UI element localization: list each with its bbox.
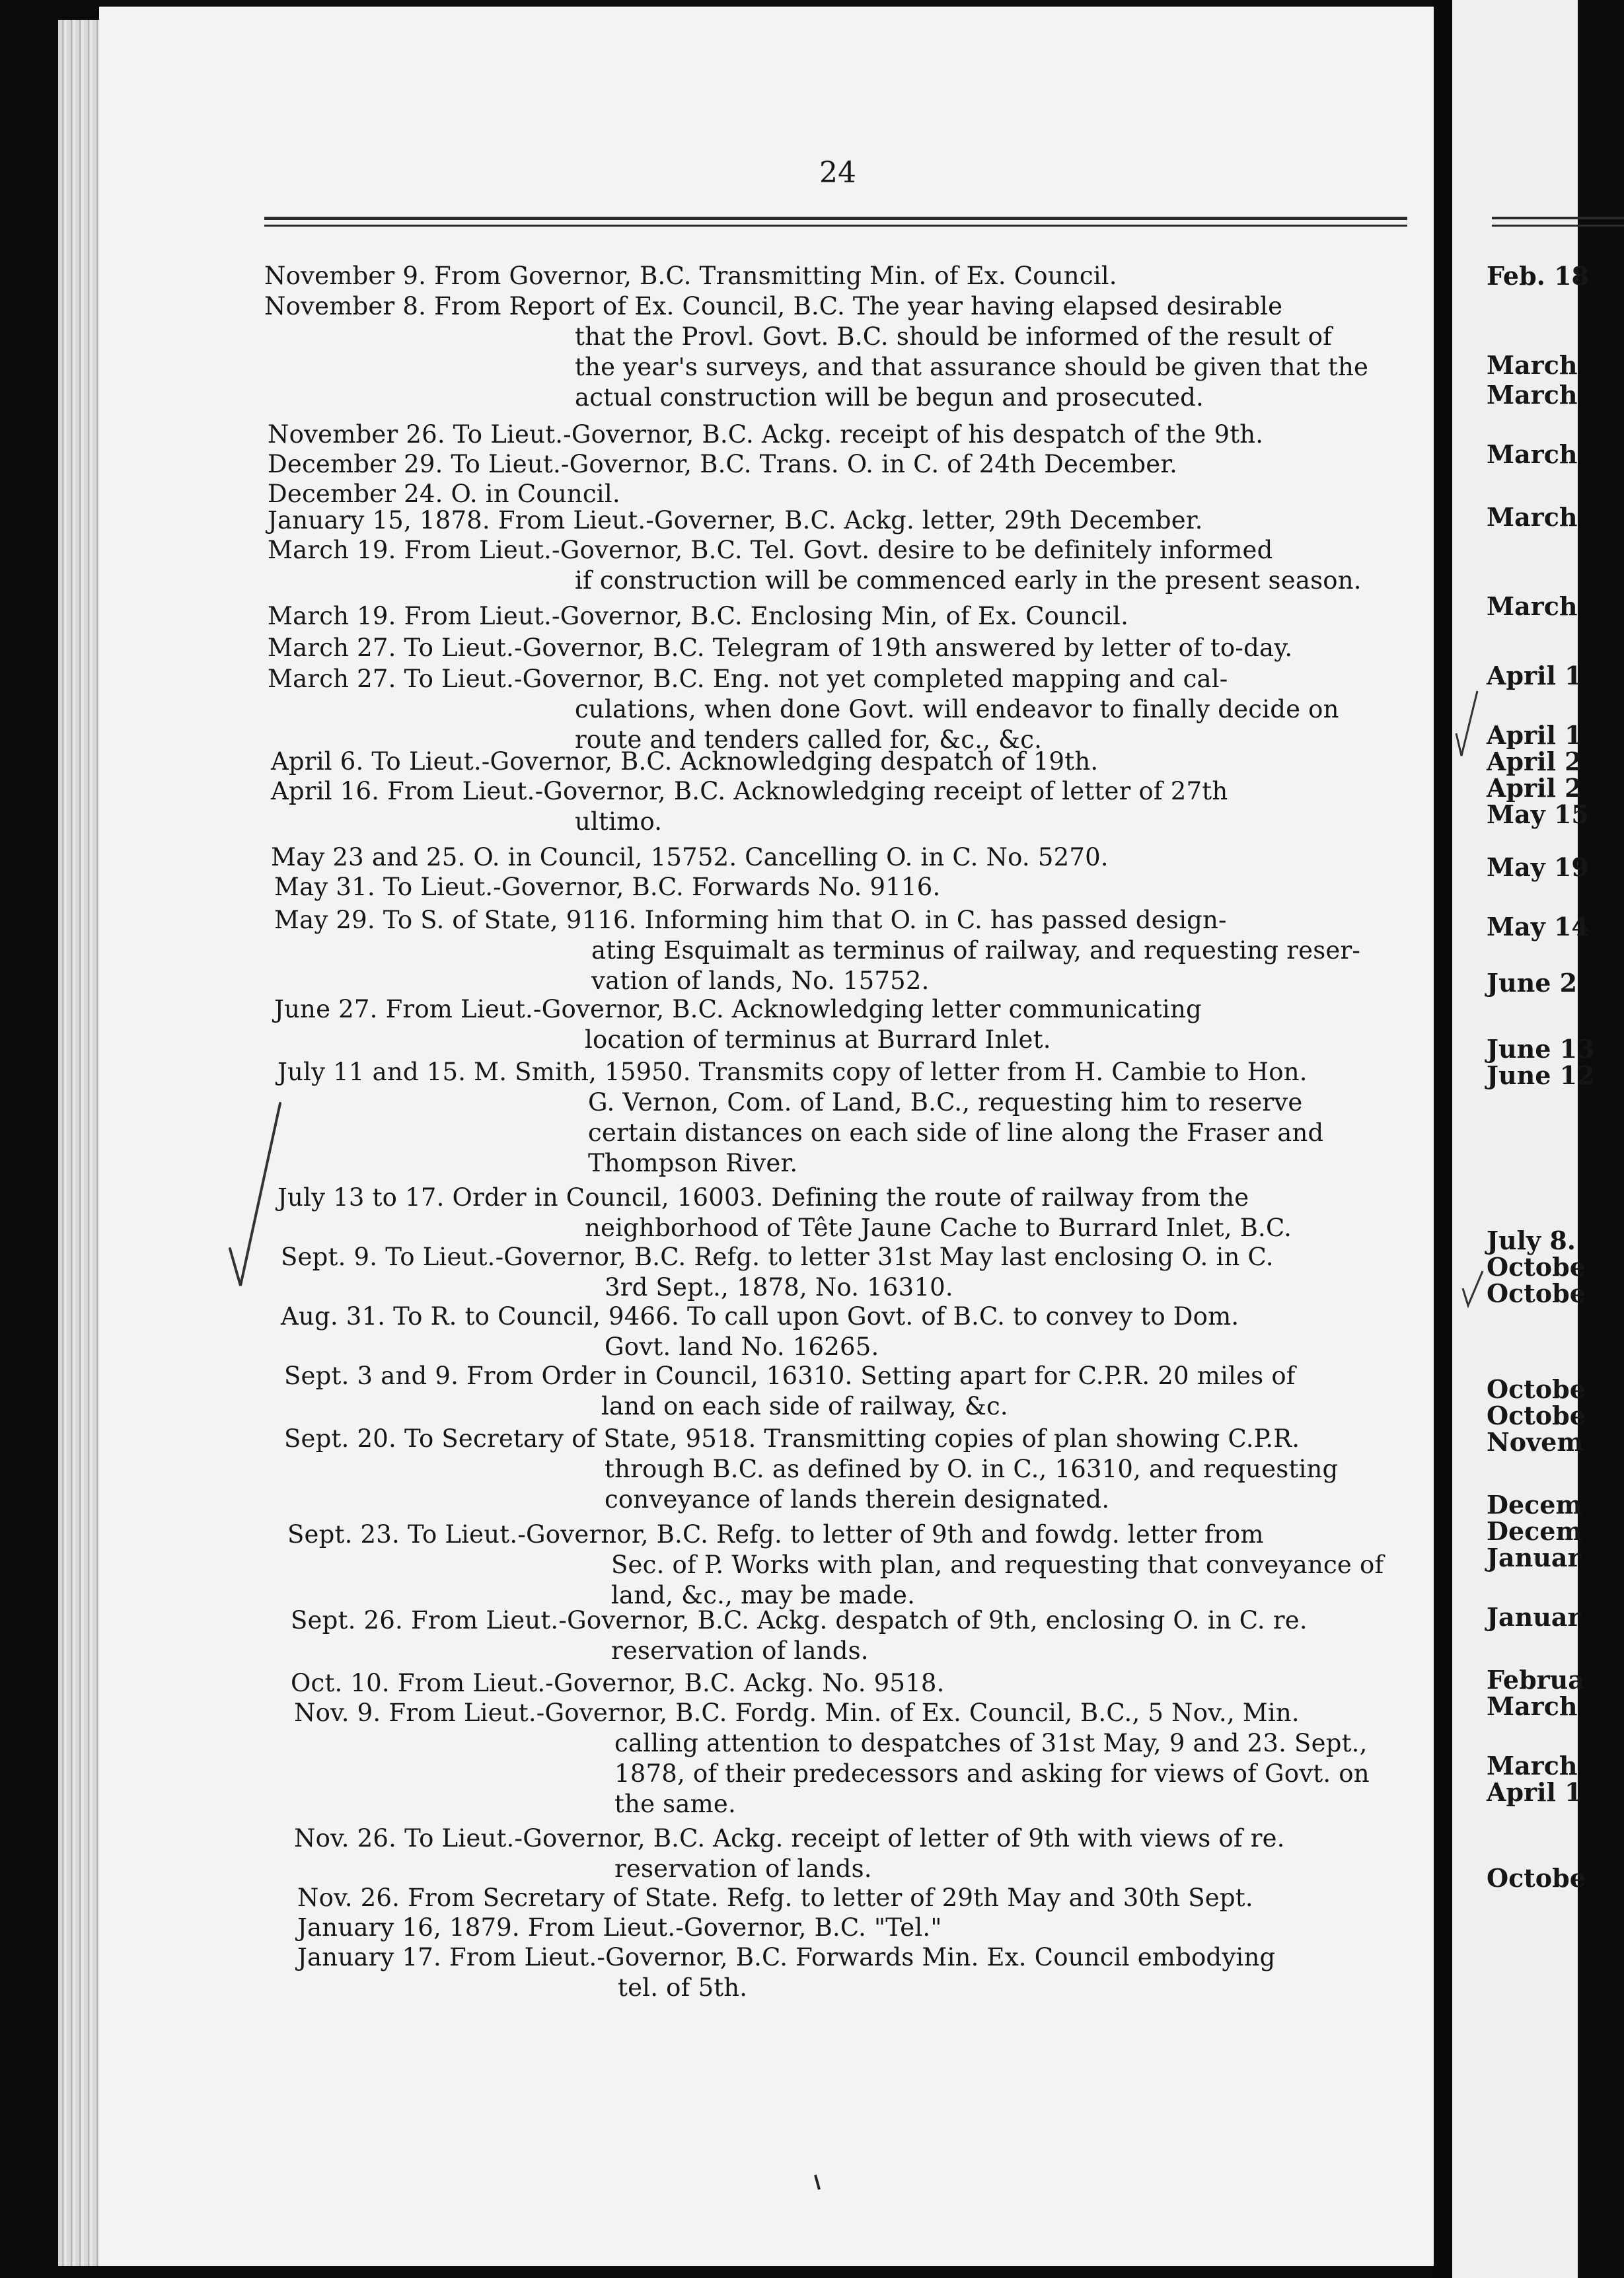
entry-first-line bbox=[268, 633, 1292, 663]
entry-first-line bbox=[294, 1823, 1285, 1854]
right-page-date: Octobe bbox=[1487, 1863, 1586, 1893]
page-number: 24 bbox=[819, 156, 856, 190]
entry-first-line bbox=[294, 1698, 1370, 1728]
entry-text: To Lieut.-Governor, B.C. Trans. O. in C. of 24th December. bbox=[451, 450, 1178, 478]
right-page-date: Feb. 18 bbox=[1487, 261, 1589, 291]
right-page-date: June 13 bbox=[1487, 1034, 1595, 1064]
entry bbox=[294, 1823, 1285, 1884]
right-page-date: Januar bbox=[1487, 1543, 1581, 1572]
entry-date: January 16, 1879. bbox=[297, 1913, 520, 1942]
entry-text: From Secretary of State. Refg. to letter of 29th May and 30th Sept. bbox=[408, 1884, 1253, 1912]
entry-text: From Lieut.-Governor, B.C. Acknowledging letter communicating bbox=[385, 995, 1202, 1023]
entry bbox=[297, 1942, 1275, 2003]
entry-text: To Secretary of State, 9518. Transmitting copies of plan showing C.P.R. bbox=[404, 1424, 1300, 1453]
entry bbox=[277, 1057, 1323, 1179]
entry-text: From Lieut.-Governer, B.C. Ackg. letter, 29th December. bbox=[498, 506, 1203, 534]
entry-continuation: Sec. of P. Works with plan, and requesting that conveyance of bbox=[611, 1551, 1384, 1579]
entry-date: July 11 and 15. bbox=[277, 1058, 466, 1086]
entry bbox=[271, 776, 1228, 837]
entry-continuation: the year's surveys, and that assurance should be given that the bbox=[575, 353, 1369, 381]
entry-date: Nov. 26. bbox=[294, 1824, 397, 1853]
entry-date: December 29. bbox=[268, 450, 443, 478]
checkmark-icon bbox=[225, 1097, 284, 1288]
entry bbox=[297, 1913, 942, 1943]
entry-text: From Governor, B.C. Transmitting Min. of Ex. Council. bbox=[434, 262, 1117, 290]
entry-first-line bbox=[274, 994, 1202, 1025]
entry-text: To Lieut.-Governor, B.C. Forwards No. 9116. bbox=[383, 873, 941, 901]
entry-date: Nov. 26. bbox=[297, 1884, 400, 1912]
entry-date: Sept. 3 and 9. bbox=[284, 1362, 459, 1390]
entry-continuation: if construction will be commenced early in the present season. bbox=[575, 566, 1362, 595]
ink-mark-icon bbox=[813, 2174, 826, 2193]
entry bbox=[284, 1361, 1296, 1422]
entry-text: O. in Council. bbox=[451, 480, 620, 508]
entry-first-line bbox=[297, 1883, 1253, 1913]
entry-date: June 27. bbox=[274, 995, 378, 1023]
right-page-rule bbox=[1492, 217, 1624, 219]
entry-date: April 16. bbox=[271, 777, 380, 805]
entry-text: From Lieut.-Governor, B.C. Enclosing Min, of Ex. Council. bbox=[404, 602, 1129, 630]
entry-text: To Lieut.-Governor, B.C. Ackg. receipt of letter of 9th with views of re. bbox=[404, 1824, 1285, 1853]
right-page-rule-lower bbox=[1492, 225, 1624, 227]
entry bbox=[264, 291, 1368, 413]
right-page-date: March bbox=[1487, 591, 1578, 621]
entry bbox=[274, 994, 1202, 1055]
entry-first-line bbox=[271, 747, 1098, 777]
entry-first-line bbox=[281, 1302, 1239, 1332]
entry bbox=[268, 420, 1263, 450]
entry-continuation: that the Provl. Govt. B.C. should be informed of the result of bbox=[575, 322, 1333, 351]
right-page-date: June 2 bbox=[1487, 968, 1578, 998]
page-edges bbox=[58, 20, 99, 2266]
right-page-date: May 19 bbox=[1487, 852, 1589, 882]
entry-continuation: reservation of lands. bbox=[614, 1855, 872, 1883]
entry-first-line bbox=[274, 905, 1360, 936]
entry-continuation: the same. bbox=[614, 1790, 736, 1818]
entry-text: From Lieut.-Governor, B.C. Acknowledging receipt of letter of 27th bbox=[387, 777, 1228, 805]
entry-continuation: route and tenders called for, &c., &c. bbox=[575, 725, 1043, 754]
right-page-date: May 14 bbox=[1487, 912, 1589, 941]
entry-continuation: actual construction will be begun and prosecuted. bbox=[575, 383, 1204, 412]
entry-date: Nov. 9. bbox=[294, 1699, 381, 1727]
entry-date: Aug. 31. bbox=[281, 1302, 386, 1331]
entry-date: November 9. bbox=[264, 262, 427, 290]
entry-first-line bbox=[281, 1242, 1274, 1272]
entry-first-line bbox=[291, 1668, 945, 1699]
entry-first-line bbox=[274, 872, 940, 902]
entry bbox=[268, 633, 1292, 663]
entry bbox=[287, 1520, 1384, 1611]
entry-continuation: ating Esquimalt as terminus of railway, and requesting reser- bbox=[591, 936, 1361, 965]
entry-date: March 19. bbox=[268, 602, 396, 630]
entry-first-line bbox=[268, 535, 1362, 566]
right-page-date: March bbox=[1487, 1691, 1578, 1721]
entry-continuation: 3rd Sept., 1878, No. 16310. bbox=[605, 1273, 953, 1302]
entry-first-line bbox=[264, 261, 1117, 291]
right-page-date: April 2 bbox=[1487, 747, 1582, 776]
entry-first-line bbox=[291, 1605, 1308, 1636]
entry-continuation: vation of lands, No. 15752. bbox=[591, 967, 930, 995]
right-page-date: March bbox=[1487, 350, 1578, 380]
entry-date: Sept. 26. bbox=[291, 1606, 403, 1635]
entry bbox=[268, 449, 1177, 480]
entry bbox=[284, 1424, 1338, 1515]
entry-first-line bbox=[287, 1520, 1384, 1550]
entry-text: To Lieut.-Governor, B.C. Acknowledging despatch of 19th. bbox=[371, 747, 1099, 776]
entry-first-line bbox=[297, 1942, 1275, 1973]
header-rule-top bbox=[264, 217, 1407, 220]
entry-date: Sept. 9. bbox=[281, 1243, 378, 1271]
entry-first-line bbox=[284, 1361, 1296, 1391]
entry-text: To Lieut.-Governor, B.C. Telegram of 19th answered by letter of to-day. bbox=[404, 634, 1293, 662]
entry-first-line bbox=[271, 776, 1228, 807]
entry-date: December 24. bbox=[268, 480, 443, 508]
entry-first-line bbox=[297, 1913, 942, 1943]
entry-text: To S. of State, 9116. Informing him that O. in C. has passed design- bbox=[383, 906, 1227, 934]
entry-text: To R. to Council, 9466. To call upon Govt. of B.C. to convey to Dom. bbox=[393, 1302, 1239, 1331]
entry-continuation: 1878, of their predecessors and asking for views of Govt. on bbox=[614, 1759, 1370, 1788]
entry-first-line bbox=[277, 1183, 1292, 1213]
entry-first-line bbox=[268, 420, 1263, 450]
entry-date: July 13 to 17. bbox=[277, 1183, 445, 1212]
entry-continuation: calling attention to despatches of 31st May, 9 and 23. Sept., bbox=[614, 1729, 1368, 1757]
entry-date: March 19. bbox=[268, 536, 396, 564]
entry-continuation: through B.C. as defined by O. in C., 16310, and requesting bbox=[605, 1455, 1339, 1483]
entry-text: O. in Council, 15752. Cancelling O. in C. No. 5270. bbox=[473, 843, 1109, 871]
right-page-date: May 15 bbox=[1487, 799, 1589, 829]
entry-continuation: Govt. land No. 16265. bbox=[605, 1333, 879, 1361]
entry-continuation: land on each side of railway, &c. bbox=[601, 1392, 1008, 1420]
entry-text: To Lieut.-Governor, B.C. Refg. to letter 31st May last enclosing O. in C. bbox=[385, 1243, 1274, 1271]
right-page-date: Octobe bbox=[1487, 1374, 1586, 1404]
entry-first-line bbox=[268, 505, 1203, 536]
entry-first-line bbox=[284, 1424, 1338, 1454]
right-page-date: Februa bbox=[1487, 1665, 1584, 1695]
entry-date: April 6. bbox=[271, 747, 364, 776]
header-rule-bottom bbox=[264, 225, 1407, 227]
entry-text: From Lieut.-Governor, B.C. Forwards Min. Ex. Council embodying bbox=[449, 1943, 1276, 1971]
entry-text: Order in Council, 16003. Defining the route of railway from the bbox=[452, 1183, 1249, 1212]
entry bbox=[281, 1302, 1239, 1362]
entry-continuation: location of terminus at Burrard Inlet. bbox=[585, 1025, 1051, 1054]
entry-first-line bbox=[264, 291, 1368, 322]
right-page-date: March bbox=[1487, 1751, 1578, 1781]
entry-continuation: G. Vernon, Com. of Land, B.C., requesting him to reserve bbox=[588, 1088, 1303, 1117]
entry-date: Sept. 23. bbox=[287, 1520, 400, 1549]
right-page-date: April 1 bbox=[1487, 720, 1582, 750]
entry bbox=[291, 1668, 945, 1699]
entry-text: From Lieut.-Governor, B.C. Fordg. Min. of Ex. Council, B.C., 5 Nov., Min. bbox=[388, 1699, 1300, 1727]
entry-first-line bbox=[277, 1057, 1323, 1087]
entry-text: To Lieut.-Governor, B.C. Eng. not yet completed mapping and cal- bbox=[404, 665, 1228, 693]
right-page-date: June 12 bbox=[1487, 1060, 1595, 1090]
entry bbox=[264, 261, 1117, 291]
entry bbox=[297, 1883, 1253, 1913]
entry bbox=[268, 601, 1128, 632]
entry-date: Oct. 10. bbox=[291, 1669, 390, 1697]
entry-continuation: culations, when done Govt. will endeavor to finally decide on bbox=[575, 695, 1339, 723]
entry-date: November 8. bbox=[264, 292, 427, 320]
right-page-date: Octobe bbox=[1487, 1401, 1586, 1430]
entry-first-line bbox=[268, 449, 1177, 480]
entry-text: M. Smith, 15950. Transmits copy of letter from H. Cambie to Hon. bbox=[474, 1058, 1308, 1086]
entry bbox=[291, 1605, 1308, 1666]
entry bbox=[281, 1242, 1274, 1303]
entry-continuation: conveyance of lands therein designated. bbox=[605, 1485, 1110, 1514]
right-page-date: April 2 bbox=[1487, 773, 1582, 803]
entry bbox=[274, 905, 1360, 996]
right-page-date: Octobe bbox=[1487, 1252, 1586, 1282]
entry-first-line bbox=[268, 664, 1339, 694]
right-page-date: April 1 bbox=[1487, 1777, 1582, 1807]
entry-date: May 29. bbox=[274, 906, 375, 934]
entry-text: From Lieut.-Governor, B.C. Ackg. No. 9518. bbox=[397, 1669, 945, 1697]
entry bbox=[268, 535, 1362, 596]
entry-continuation: ultimo. bbox=[575, 807, 663, 836]
entry-text: From Lieut.-Governor, B.C. Tel. Govt. desire to be definitely informed bbox=[404, 536, 1273, 564]
entry-date: May 23 and 25. bbox=[271, 843, 466, 871]
entry-date: November 26. bbox=[268, 420, 445, 449]
right-page-date: March bbox=[1487, 502, 1578, 532]
entry-text: From Order in Council, 16310. Setting apart for C.P.R. 20 miles of bbox=[466, 1362, 1296, 1390]
entry bbox=[268, 505, 1203, 536]
entry-date: January 17. bbox=[297, 1943, 442, 1971]
entry bbox=[277, 1183, 1292, 1243]
entry-continuation: certain distances on each side of line along the Fraser and bbox=[588, 1119, 1324, 1147]
right-page-date: Januar bbox=[1487, 1602, 1581, 1632]
entry-date: January 15, 1878. bbox=[268, 506, 490, 534]
checkmark-icon bbox=[1460, 1268, 1487, 1308]
entry-continuation: reservation of lands. bbox=[611, 1636, 869, 1665]
entry-text: From Lieut.-Governor, B.C. "Tel." bbox=[527, 1913, 942, 1942]
entry-date: March 27. bbox=[268, 634, 396, 662]
right-page-date: Decem bbox=[1487, 1516, 1582, 1546]
book-gutter bbox=[1434, 0, 1452, 2278]
right-page-date: July 8. bbox=[1487, 1226, 1576, 1255]
right-page-date: Decem bbox=[1487, 1490, 1582, 1520]
entry-continuation: land, &c., may be made. bbox=[611, 1581, 916, 1609]
right-page-date: April 1 bbox=[1487, 661, 1582, 690]
checkmark-icon bbox=[1454, 687, 1480, 760]
entry bbox=[274, 872, 940, 902]
entry-continuation: tel. of 5th. bbox=[618, 1973, 748, 2002]
right-page-date: Novem bbox=[1487, 1427, 1584, 1457]
right-page-date: March bbox=[1487, 439, 1578, 469]
entry-continuation: Thompson River. bbox=[588, 1149, 798, 1177]
entry bbox=[271, 747, 1098, 777]
entry-date: May 31. bbox=[274, 873, 375, 901]
entry-text: From Lieut.-Governor, B.C. Ackg. despatch of 9th, enclosing O. in C. re. bbox=[410, 1606, 1308, 1635]
entry-continuation: neighborhood of Tête Jaune Cache to Burrard Inlet, B.C. bbox=[585, 1214, 1292, 1242]
entry-text: To Lieut.-Governor, B.C. Ackg. receipt of his despatch of the 9th. bbox=[453, 420, 1264, 449]
entry-first-line bbox=[271, 842, 1109, 873]
entry-text: From Report of Ex. Council, B.C. The year having elapsed desirable bbox=[434, 292, 1283, 320]
right-page-date: March bbox=[1487, 380, 1578, 410]
entry bbox=[294, 1698, 1370, 1819]
entry bbox=[268, 664, 1339, 755]
entry-text: To Lieut.-Governor, B.C. Refg. to letter of 9th and fowdg. letter from bbox=[407, 1520, 1264, 1549]
entry-date: March 27. bbox=[268, 665, 396, 693]
entry bbox=[271, 842, 1109, 873]
right-page-date: Octobe bbox=[1487, 1278, 1586, 1308]
entry-date: Sept. 20. bbox=[284, 1424, 396, 1453]
right-page bbox=[1452, 0, 1595, 2278]
entry-first-line bbox=[268, 601, 1128, 632]
